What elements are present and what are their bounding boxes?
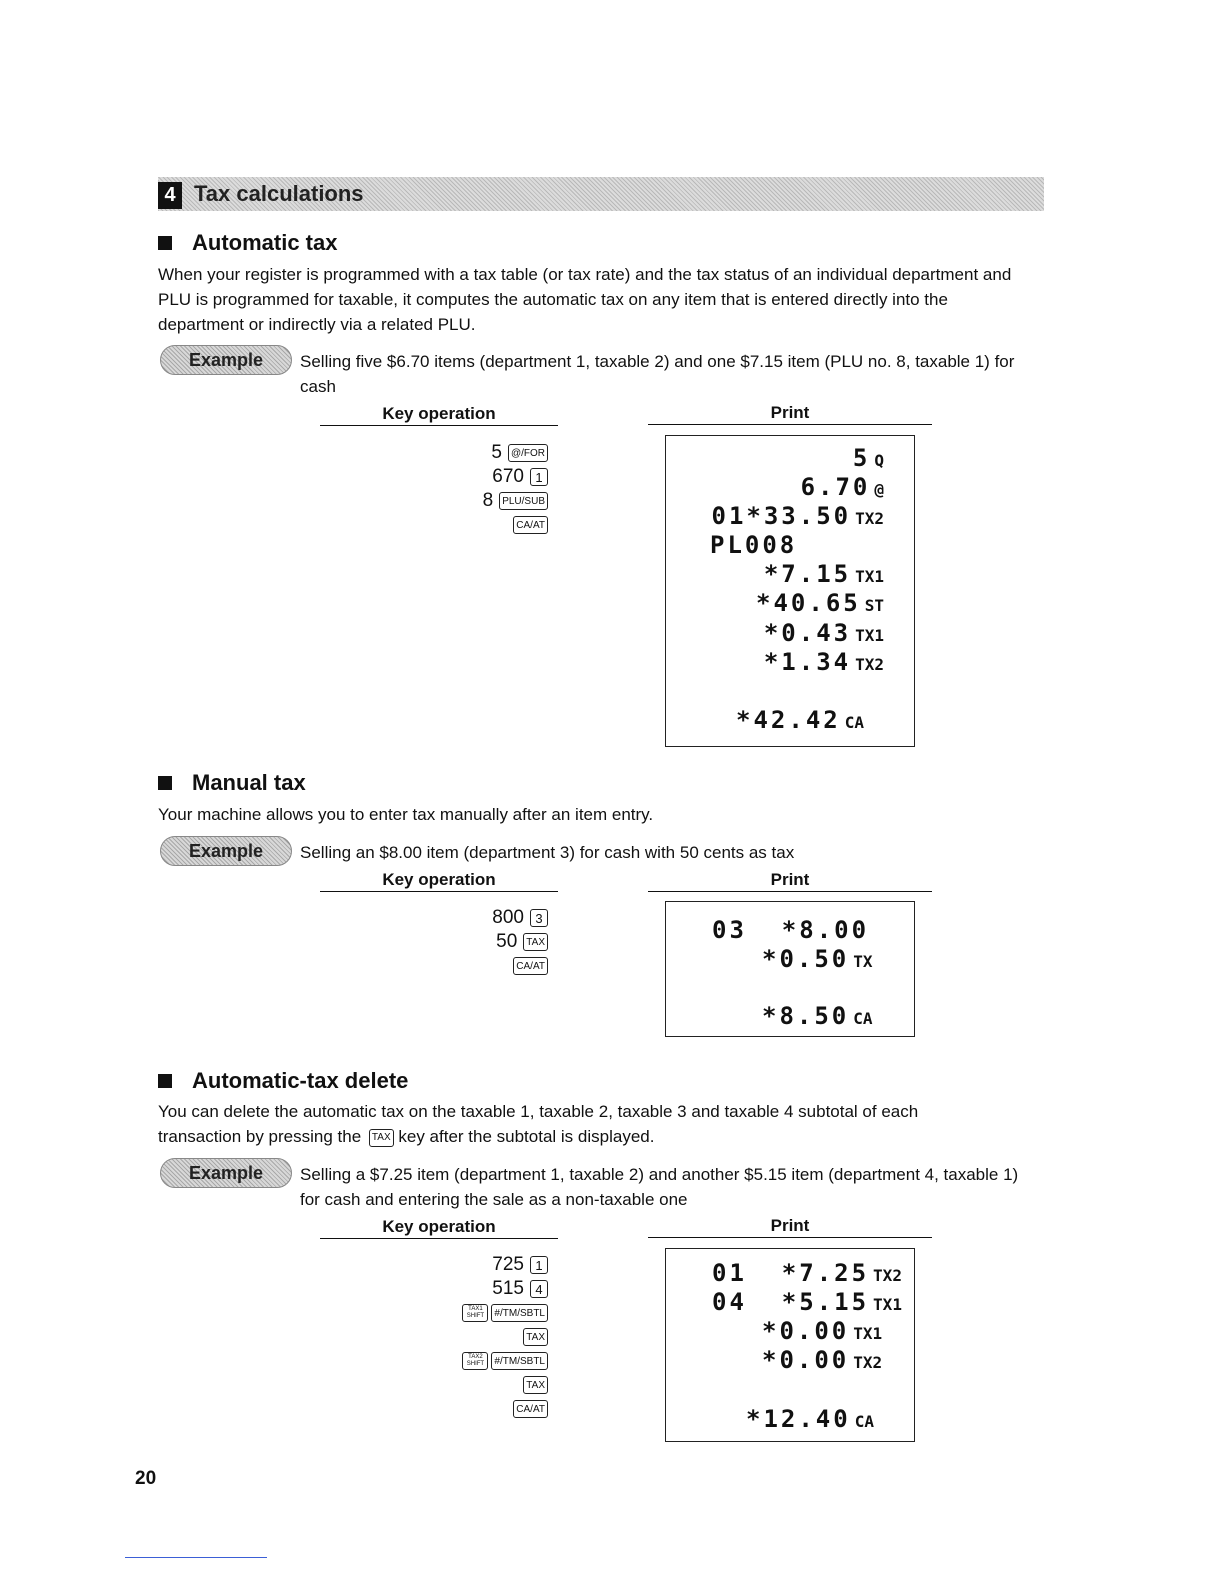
tax-key[interactable]: TAX	[523, 933, 548, 951]
dept-3-key[interactable]: 3	[530, 909, 548, 927]
receipt-total-line: *12.40 CA	[746, 1405, 874, 1433]
manual-tax-keys	[320, 906, 548, 978]
bullet-square-icon	[158, 776, 172, 790]
key-line: 670 1	[320, 465, 548, 489]
section-number: 4	[158, 182, 182, 209]
key-operation-header: Key operation	[320, 870, 558, 892]
ca-at-key[interactable]: CA/AT	[513, 1400, 548, 1418]
auto-tax-delete-receipt	[665, 1248, 915, 1442]
dept-1-key[interactable]: 1	[530, 468, 548, 486]
section-banner	[158, 177, 1044, 211]
auto-tax-delete-keys	[320, 1253, 548, 1421]
section-title: Tax calculations	[194, 181, 364, 206]
automatic-tax-body: When your register is programmed with a tax table (or tax rate) and the tax status of an individual department and PLU is programmed for taxable, it computes the automatic tax on any item that is entered directly into the department or indirectly via a related PLU.	[158, 265, 1012, 334]
plu-sub-key[interactable]: PLU/SUB	[499, 492, 548, 510]
automatic-tax-heading: Automatic tax	[158, 230, 337, 256]
automatic-tax-example: Selling five $6.70 items (department 1, taxable 2) and one $7.15 item (PLU no. 8, taxable 1) for cash	[300, 352, 1015, 396]
receipt-line: *1.34 TX2	[763, 648, 884, 676]
receipt-line: *40.65 ST	[756, 589, 884, 617]
tax-key[interactable]: TAX	[369, 1129, 394, 1147]
receipt-line: 6.70 @	[800, 473, 884, 501]
key-line: 50 TAX	[320, 930, 548, 954]
key-line: 800 3	[320, 906, 548, 930]
receipt-line: *0.43 TX1	[763, 619, 884, 647]
tm-sbtl-key[interactable]: #/TM/SBTL	[491, 1304, 548, 1322]
manual-tax-heading: Manual tax	[158, 770, 306, 796]
tax2-shift-key[interactable]: TAX2 SHIFT	[462, 1352, 488, 1370]
receipt-line: 04 *5.15 TX1	[712, 1288, 902, 1316]
ca-at-key[interactable]: CA/AT	[513, 957, 548, 975]
tax1-shift-key[interactable]: TAX1 SHIFT	[462, 1304, 488, 1322]
key-line	[320, 1349, 548, 1373]
tax-key[interactable]: TAX	[523, 1376, 548, 1394]
key-line	[320, 1373, 548, 1397]
key-line	[320, 513, 548, 537]
manual-tax-example: Selling an $8.00 item (department 3) for cash with 50 cents as tax	[300, 843, 795, 862]
tm-sbtl-key[interactable]: #/TM/SBTL	[491, 1352, 548, 1370]
receipt-total-line: *8.50 CA	[762, 1002, 873, 1030]
footer-rule	[125, 1557, 267, 1558]
receipt-line: PL008	[710, 531, 798, 559]
tax-key[interactable]: TAX	[523, 1328, 548, 1346]
key-operation-header: Key operation	[320, 404, 558, 426]
automatic-tax-keys	[320, 441, 548, 537]
auto-tax-delete-body: You can delete the automatic tax on the taxable 1, taxable 2, taxable 3 and taxable 4 subtotal of each transaction by pressing the TAX key after the subtotal is displayed.	[158, 1102, 919, 1146]
receipt-line: 5 Q	[852, 444, 884, 472]
for-key[interactable]: @/FOR	[508, 444, 548, 462]
bullet-square-icon	[158, 236, 172, 250]
manual-tax-receipt	[665, 901, 915, 1037]
receipt-line: *0.50 TX	[762, 945, 873, 973]
receipt-line: 01 *7.25 TX2	[712, 1259, 902, 1287]
receipt-line: *0.00 TX1	[762, 1317, 883, 1345]
example-badge: Example	[160, 1158, 292, 1188]
key-operation-header: Key operation	[320, 1217, 558, 1239]
automatic-tax-receipt	[665, 435, 915, 747]
receipt-total-line: *42.42 CA	[736, 706, 864, 734]
receipt-line: 01*33.50 TX2	[711, 502, 884, 530]
key-line: 725 1	[320, 1253, 548, 1277]
auto-tax-delete-example: Selling a $7.25 item (department 1, taxable 2) and another $5.15 item (department 4, taxable 1) for cash and entering the sale as a non-taxable one	[300, 1165, 1019, 1209]
key-line	[320, 1301, 548, 1325]
print-header: Print	[648, 870, 932, 892]
example-badge: Example	[160, 836, 292, 866]
receipt-line: 03 *8.00	[712, 916, 870, 944]
receipt-line: *7.15 TX1	[763, 560, 884, 588]
ca-at-key[interactable]: CA/AT	[513, 516, 548, 534]
key-line	[320, 954, 548, 978]
dept-1-key[interactable]: 1	[530, 1256, 548, 1274]
bullet-square-icon	[158, 1074, 172, 1088]
print-header: Print	[648, 403, 932, 425]
receipt-line: *0.00 TX2	[762, 1346, 883, 1374]
dept-4-key[interactable]: 4	[530, 1280, 548, 1298]
print-header: Print	[648, 1216, 932, 1238]
auto-tax-delete-heading: Automatic-tax delete	[158, 1068, 408, 1094]
page-number: 20	[135, 1468, 157, 1489]
key-line	[320, 1397, 548, 1421]
key-line: 8 PLU/SUB	[320, 489, 548, 513]
example-badge: Example	[160, 345, 292, 375]
key-line: 515 4	[320, 1277, 548, 1301]
manual-tax-body: Your machine allows you to enter tax manually after an item entry.	[158, 805, 654, 824]
key-line: 5 @/FOR	[320, 441, 548, 465]
key-line	[320, 1325, 548, 1349]
